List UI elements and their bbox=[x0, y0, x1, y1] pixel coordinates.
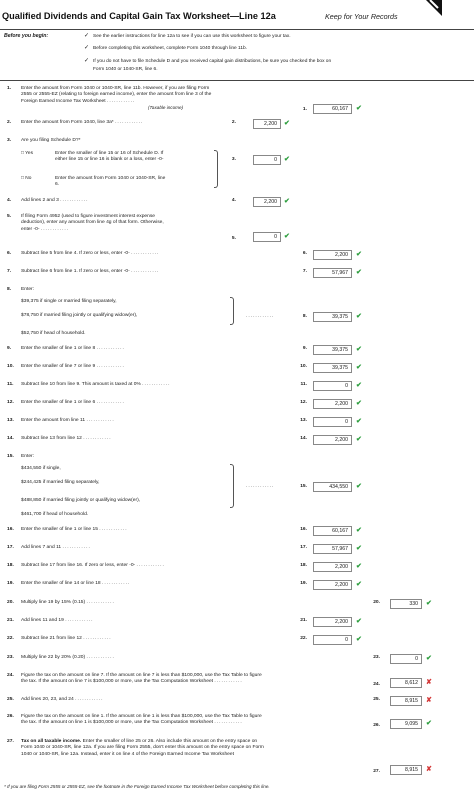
correct-check-icon: ✔ bbox=[284, 156, 290, 163]
line-8-value[interactable]: 39,375 bbox=[313, 312, 352, 322]
before-you-begin-label: Before you begin: bbox=[4, 33, 49, 39]
line-12-value[interactable]: 2,200 bbox=[313, 399, 352, 409]
correct-check-icon: ✔ bbox=[356, 618, 362, 625]
line-23-value[interactable]: 0 bbox=[390, 654, 422, 664]
keep-for-records-label: Keep for Your Records bbox=[325, 12, 398, 21]
check-icon: ✓ bbox=[84, 58, 90, 64]
incorrect-x-icon: ✘ bbox=[426, 679, 432, 686]
line-17-value[interactable]: 57,967 bbox=[313, 544, 352, 554]
correct-check-icon: ✔ bbox=[356, 581, 362, 588]
before-item: Form 1040 or 1040-SR, line 6. bbox=[93, 67, 158, 72]
line-11-value[interactable]: 0 bbox=[313, 381, 352, 391]
line-18-value[interactable]: 2,200 bbox=[313, 562, 352, 572]
line-16-value[interactable]: 60,167 bbox=[313, 526, 352, 536]
worksheet-header bbox=[0, 0, 474, 30]
line-20-value[interactable]: 330 bbox=[390, 599, 422, 609]
correct-check-icon: ✔ bbox=[356, 364, 362, 371]
correct-check-icon: ✔ bbox=[356, 545, 362, 552]
check-icon: ✓ bbox=[84, 33, 90, 39]
line-21-value[interactable]: 2,200 bbox=[313, 617, 352, 627]
line-5-value[interactable]: 0 bbox=[253, 232, 281, 242]
correct-check-icon: ✔ bbox=[356, 483, 362, 490]
correct-check-icon: ✔ bbox=[356, 105, 362, 112]
before-item: ✓ See the earlier instructions for line 12a to see if you can use this worksheet to figure your tax. bbox=[84, 33, 291, 39]
bracket bbox=[230, 297, 234, 325]
line-22-value[interactable]: 0 bbox=[313, 635, 352, 645]
correct-check-icon: ✔ bbox=[356, 251, 362, 258]
line-9-value[interactable]: 39,375 bbox=[313, 345, 352, 355]
line-4-value[interactable]: 2,200 bbox=[253, 197, 281, 207]
correct-check-icon: ✔ bbox=[356, 346, 362, 353]
correct-check-icon: ✔ bbox=[284, 233, 290, 240]
line-1-value[interactable]: 60,167 bbox=[313, 104, 352, 114]
line-15-value[interactable]: 434,550 bbox=[313, 482, 352, 492]
line-6-value[interactable]: 2,200 bbox=[313, 250, 352, 260]
before-item: ✓ If you do not have to file Schedule D and you received capital gain distributions, be sure you checked the box on bbox=[84, 58, 332, 64]
line-25-value[interactable]: 8,915 bbox=[390, 696, 422, 706]
check-icon: ✓ bbox=[84, 45, 90, 51]
before-you-begin-box bbox=[0, 31, 474, 81]
no-checkbox[interactable]: □ No bbox=[21, 176, 32, 181]
correct-check-icon: ✔ bbox=[356, 400, 362, 407]
line-3-value[interactable]: 0 bbox=[253, 155, 281, 165]
bracket bbox=[230, 464, 234, 508]
correct-check-icon: ✔ bbox=[356, 418, 362, 425]
before-item: ✓ Before completing this worksheet, complete Form 1040 through line 11b. bbox=[84, 45, 248, 51]
correct-check-icon: ✔ bbox=[426, 655, 432, 662]
line-26-value[interactable]: 9,095 bbox=[390, 719, 422, 729]
correct-check-icon: ✔ bbox=[426, 720, 432, 727]
line-19-value[interactable]: 2,200 bbox=[313, 580, 352, 590]
pencil-corner-icon bbox=[420, 0, 442, 18]
footnote: * If you are filing Form 2555 or 2555-EZ, see the footnote in the Foreign Earned Income Tax Worksheet before completing this line. bbox=[4, 784, 270, 789]
worksheet-page: Qualified Dividends and Capital Gain Tax Worksheet—Line 12a Keep for Your Records Before you begin: ✓ See the earlier instructions for line 12a to see if you can use this worksheet to figure your tax. ✓ Before completing this worksheet, complete Form 1040 through line 11b. ✓ If you do not have to file Schedule D and you received capital gain distributions, be sure you checked the box on Form 1040 or 1040-SR, line 6. 1. Enter the amount from Form 1040 or 1040-SR, line 11b. However, if you are filing Form 2555 or 2555-EZ (relating to foreign earned income), enter the amount from line 3 of the Foreign Earned Income Tax Worksheet ............ (Taxable income) 1. 60,167 ✔ 2. Enter the amount from Form 1040, line 3a* ............ 2. 2,200 ✔ 3. Are you filing Schedule D?* □ Yes Enter the smaller of line 15 or 16 of Schedule D. If either line 15 or line 16 is blank or a loss, enter -0- □ No Enter the amount from Form 1040 or 1040-SR, line 6. 3. 0 ✔ 4. Add lines 2 and 3 ............ 4. 2,200 ✔ 5. If filing Form 4952 (used to figure investment interest expense deduction), enter any amount from line 4g of that form. Otherwise, enter -0- ............ 5. 0 ✔ 6. Subtract line 5 from line 4. If zero or less, enter -0- ............ 6. 2,200 ✔ 7. Subtract line 6 from line 1. If zero or less, enter -0- ............ 7. 57,967 ✔ 8. Enter: $39,375 if single or married filing separately, $78,750 if married filing jointly or qualifying widow(er), $52,750 if head of household. ............ 8. 39,375 ✔ 9. Enter the smaller of line 1 or line 8 ............ 9. 39,375 ✔ 10. Enter the smaller of line 7 or line 9 ............ 10. 39,375 ✔ 11. Subtract line 10 from line 9. This amount is taxed at 0% ............ 11. 0 ✔ 12. Enter the smaller of line 1 or line 6 ............ 12. 2,200 ✔ 13. Enter the amount from line 11 ............ 13. 0 ✔ 14. Subtract line 13 from line 12 ............ 14. 2,200 ✔ 15. Enter: $434,550 if single, $244,425 if married filing separately, $488,850 if married filing jointly or qualifying widow(er), $461,700 if head of household. ............ 15. 434,550 ✔ 16. Enter the smaller of line 1 or line 15 ............ 16. 60,167 ✔ 17. Add lines 7 and 11 ............ 17. 57,967 ✔ 18. Subtract line 17 from line 16. If zero or less, enter -0- ............ 18. 2,200 ✔ 19. Enter the smaller of line 14 or line 18 ............ 19. 2,200 ✔ 20. Multiply line 19 by 15% (0.15) ............ 20. 330 ✔ 21. Add lines 11 and 19 ............ 21. 2,200 ✔ 22. Subtract line 21 from line 12 ............ 22. 0 ✔ 23. Multiply line 22 by 20% (0.20) ............ 23. 0 ✔ 24. Figure the tax on the amount on line 7. If the amount on line 7 is less than $100,000, use the Tax Table to figure the tax. If the amount on line 7 is $100,000 or more, use the Tax Computation Worksheet ............ 24. 8,612 ✘ 25. Add lines 20, 23, and 24 ............ 25. 8,915 ✘ 26. Figure the tax on the amount on line 1. If the amount on line 1 is less than $100,000, use the Tax Table to figure the tax. If the amount on line 1 is $100,000 or more, use the Tax Computation Worksheet ............ 26. 9,095 ✔ 27. Tax on all taxable income. Enter the smaller of line 25 or 26. Also include this amount on the entry space on Form 1040 or 1040-SR, line 12a. If you are filing Form 2555, don't enter this amount on the entry space on Form 1040 or 1040-SR, line 12a. Instead, enter it on line 4 of the Foreign Earned Income Tax Worksheet 27. 8,915 ✘ * If you are filing Form 2555 or 2555-EZ, see the footnote in the Foreign Earned Income Tax Worksheet before completing this line. bbox=[0, 0, 474, 803]
correct-check-icon: ✔ bbox=[356, 527, 362, 534]
correct-check-icon: ✔ bbox=[426, 600, 432, 607]
worksheet-title: Qualified Dividends and Capital Gain Tax Worksheet—Line 12a bbox=[2, 11, 276, 21]
line-27-value[interactable]: 8,915 bbox=[390, 765, 422, 775]
correct-check-icon: ✔ bbox=[284, 120, 290, 127]
line-13-value[interactable]: 0 bbox=[313, 417, 352, 427]
correct-check-icon: ✔ bbox=[284, 198, 290, 205]
line-24-value[interactable]: 8,612 bbox=[390, 678, 422, 688]
incorrect-x-icon: ✘ bbox=[426, 697, 432, 704]
line-14-value[interactable]: 2,200 bbox=[313, 435, 352, 445]
correct-check-icon: ✔ bbox=[356, 436, 362, 443]
correct-check-icon: ✔ bbox=[356, 563, 362, 570]
bracket bbox=[214, 150, 218, 188]
incorrect-x-icon: ✘ bbox=[426, 766, 432, 773]
correct-check-icon: ✔ bbox=[356, 382, 362, 389]
correct-check-icon: ✔ bbox=[356, 269, 362, 276]
line-2-value[interactable]: 2,200 bbox=[253, 119, 281, 129]
line-7-value[interactable]: 57,967 bbox=[313, 268, 352, 278]
correct-check-icon: ✔ bbox=[356, 636, 362, 643]
yes-checkbox[interactable]: □ Yes bbox=[21, 151, 33, 156]
correct-check-icon: ✔ bbox=[356, 313, 362, 320]
line-10-value[interactable]: 39,375 bbox=[313, 363, 352, 373]
